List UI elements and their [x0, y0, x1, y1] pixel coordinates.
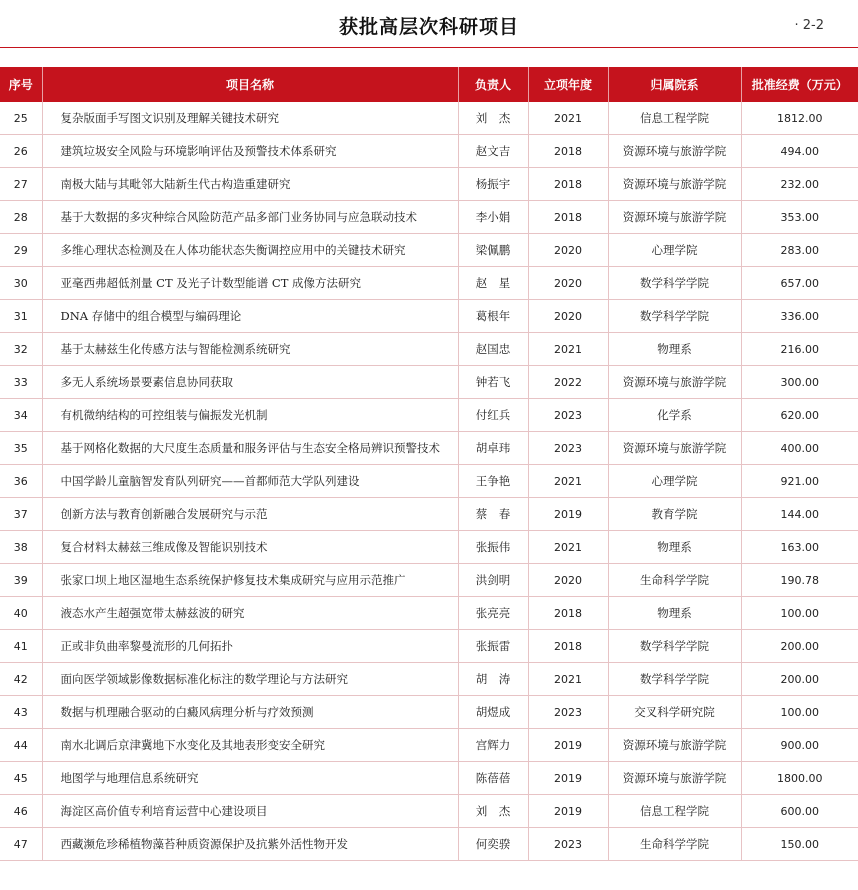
project-fund: 216.00	[741, 333, 858, 366]
project-year: 2020	[528, 234, 608, 267]
project-year: 2018	[528, 630, 608, 663]
project-name: 多维心理状态检测及在人体功能状态失衡调控应用中的关键技术研究	[42, 234, 458, 267]
project-year: 2023	[528, 828, 608, 861]
project-fund: 100.00	[741, 597, 858, 630]
project-dept: 数学科学学院	[608, 300, 741, 333]
project-name: 建筑垃圾安全风险与环境影响评估及预警技术体系研究	[42, 135, 458, 168]
table-row	[0, 432, 858, 465]
table-row	[0, 333, 858, 366]
project-fund: 620.00	[741, 399, 858, 432]
table-row	[0, 168, 858, 201]
project-leader: 梁佩鹏	[458, 234, 528, 267]
project-name: 多无人系统场景要素信息协同获取	[42, 366, 458, 399]
project-year: 2023	[528, 399, 608, 432]
project-fund: 1812.00	[741, 102, 858, 135]
project-name: 正或非负曲率黎曼流形的几何拓扑	[42, 630, 458, 663]
project-year: 2019	[528, 762, 608, 795]
project-fund: 283.00	[741, 234, 858, 267]
project-name: 基于太赫兹生化传感方法与智能检测系统研究	[42, 333, 458, 366]
header-leader: 负责人	[458, 67, 528, 102]
project-year: 2019	[528, 498, 608, 531]
table-row	[0, 300, 858, 333]
project-leader: 刘 杰	[458, 102, 528, 135]
project-fund: 600.00	[741, 795, 858, 828]
project-dept: 数学科学学院	[608, 663, 741, 696]
title-rule	[0, 47, 858, 48]
project-leader: 钟若飞	[458, 366, 528, 399]
row-number: 30	[0, 267, 42, 300]
project-year: 2023	[528, 696, 608, 729]
project-dept: 数学科学学院	[608, 267, 741, 300]
project-fund: 190.78	[741, 564, 858, 597]
table-row	[0, 597, 858, 630]
row-number: 27	[0, 168, 42, 201]
project-dept: 心理学院	[608, 465, 741, 498]
page-title: 获批高层次科研项目	[338, 16, 519, 38]
project-leader: 胡煜成	[458, 696, 528, 729]
project-leader: 李小娟	[458, 201, 528, 234]
project-leader: 胡 涛	[458, 663, 528, 696]
project-dept: 生命科学学院	[608, 828, 741, 861]
project-fund: 494.00	[741, 135, 858, 168]
table-row	[0, 498, 858, 531]
project-fund: 1800.00	[741, 762, 858, 795]
project-year: 2018	[528, 201, 608, 234]
row-number: 25	[0, 102, 42, 135]
project-fund: 150.00	[741, 828, 858, 861]
project-leader: 蔡 春	[458, 498, 528, 531]
project-name: 中国学龄儿童脑智发育队列研究——首都师范大学队列建设	[42, 465, 458, 498]
project-fund: 657.00	[741, 267, 858, 300]
table-row	[0, 729, 858, 762]
project-leader: 陈蓓蓓	[458, 762, 528, 795]
row-number: 41	[0, 630, 42, 663]
project-leader: 刘 杰	[458, 795, 528, 828]
project-dept: 物理系	[608, 333, 741, 366]
table-row	[0, 234, 858, 267]
project-name: 地图学与地理信息系统研究	[42, 762, 458, 795]
row-number: 31	[0, 300, 42, 333]
table-row	[0, 762, 858, 795]
project-leader: 胡卓玮	[458, 432, 528, 465]
project-dept: 资源环境与旅游学院	[608, 366, 741, 399]
project-dept: 资源环境与旅游学院	[608, 135, 741, 168]
project-dept: 物理系	[608, 597, 741, 630]
table-row	[0, 201, 858, 234]
row-number: 42	[0, 663, 42, 696]
header-name: 项目名称	[42, 67, 458, 102]
table-row	[0, 564, 858, 597]
project-leader: 洪剑明	[458, 564, 528, 597]
row-number: 43	[0, 696, 42, 729]
row-number: 33	[0, 366, 42, 399]
project-fund: 163.00	[741, 531, 858, 564]
project-year: 2021	[528, 102, 608, 135]
projects-table	[0, 67, 858, 861]
project-leader: 付红兵	[458, 399, 528, 432]
project-name: DNA 存储中的组合模型与编码理论	[42, 300, 458, 333]
project-name: 复合材料太赫兹三维成像及智能识别技术	[42, 531, 458, 564]
row-number: 36	[0, 465, 42, 498]
project-year: 2021	[528, 531, 608, 564]
row-number: 37	[0, 498, 42, 531]
project-leader: 葛根年	[458, 300, 528, 333]
project-name: 西藏濒危珍稀植物藻苔种质资源保护及抗紫外活性物开发	[42, 828, 458, 861]
row-number: 28	[0, 201, 42, 234]
row-number: 40	[0, 597, 42, 630]
table-row	[0, 267, 858, 300]
row-number: 34	[0, 399, 42, 432]
table-row	[0, 630, 858, 663]
project-fund: 353.00	[741, 201, 858, 234]
project-dept: 心理学院	[608, 234, 741, 267]
project-leader: 赵国忠	[458, 333, 528, 366]
project-fund: 400.00	[741, 432, 858, 465]
project-year: 2018	[528, 168, 608, 201]
project-name: 创新方法与教育创新融合发展研究与示范	[42, 498, 458, 531]
row-number: 46	[0, 795, 42, 828]
table-row	[0, 828, 858, 861]
table-row	[0, 135, 858, 168]
project-dept: 教育学院	[608, 498, 741, 531]
project-year: 2020	[528, 564, 608, 597]
row-number: 26	[0, 135, 42, 168]
table-row	[0, 696, 858, 729]
table-row	[0, 399, 858, 432]
project-name: 基于大数据的多灾种综合风险防范产品多部门业务协同与应急联动技术	[42, 201, 458, 234]
project-dept: 资源环境与旅游学院	[608, 201, 741, 234]
project-dept: 信息工程学院	[608, 795, 741, 828]
project-leader: 王争艳	[458, 465, 528, 498]
project-dept: 资源环境与旅游学院	[608, 168, 741, 201]
project-dept: 资源环境与旅游学院	[608, 762, 741, 795]
project-leader: 何奕骙	[458, 828, 528, 861]
project-year: 2023	[528, 432, 608, 465]
project-name: 面向医学领域影像数据标准化标注的数学理论与方法研究	[42, 663, 458, 696]
row-number: 38	[0, 531, 42, 564]
row-number: 39	[0, 564, 42, 597]
project-dept: 化学系	[608, 399, 741, 432]
project-fund: 232.00	[741, 168, 858, 201]
project-name: 张家口坝上地区湿地生态系统保护修复技术集成研究与应用示范推广	[42, 564, 458, 597]
project-name: 亚毫西弗超低剂量 CT 及光子计数型能谱 CT 成像方法研究	[42, 267, 458, 300]
project-name: 基于网格化数据的大尺度生态质量和服务评估与生态安全格局辨识预警技术	[42, 432, 458, 465]
header-dept: 归属院系	[608, 67, 741, 102]
project-year: 2021	[528, 465, 608, 498]
project-fund: 100.00	[741, 696, 858, 729]
row-number: 45	[0, 762, 42, 795]
table-row	[0, 663, 858, 696]
project-leader: 张振雷	[458, 630, 528, 663]
header-fund: 批准经费（万元）	[741, 67, 858, 102]
header-year: 立项年度	[528, 67, 608, 102]
project-fund: 144.00	[741, 498, 858, 531]
row-number: 32	[0, 333, 42, 366]
project-dept: 资源环境与旅游学院	[608, 432, 741, 465]
project-dept: 生命科学学院	[608, 564, 741, 597]
project-fund: 300.00	[741, 366, 858, 399]
table-row	[0, 465, 858, 498]
project-leader: 张振伟	[458, 531, 528, 564]
table-row	[0, 795, 858, 828]
project-year: 2022	[528, 366, 608, 399]
project-leader: 赵 星	[458, 267, 528, 300]
project-leader: 宫辉力	[458, 729, 528, 762]
project-year: 2019	[528, 729, 608, 762]
project-name: 液态水产生超强宽带太赫兹波的研究	[42, 597, 458, 630]
row-number: 29	[0, 234, 42, 267]
project-dept: 信息工程学院	[608, 102, 741, 135]
project-year: 2018	[528, 597, 608, 630]
project-name: 复杂版面手写图文识别及理解关键技术研究	[42, 102, 458, 135]
table-row	[0, 102, 858, 135]
project-year: 2020	[528, 267, 608, 300]
table-header-row	[0, 67, 858, 102]
project-dept: 资源环境与旅游学院	[608, 729, 741, 762]
project-fund: 921.00	[741, 465, 858, 498]
project-year: 2020	[528, 300, 608, 333]
project-year: 2021	[528, 663, 608, 696]
row-number: 35	[0, 432, 42, 465]
project-leader: 杨振宇	[458, 168, 528, 201]
project-name: 海淀区高价值专利培育运营中心建设项目	[42, 795, 458, 828]
project-name: 有机微纳结构的可控组装与偏振发光机制	[42, 399, 458, 432]
project-year: 2019	[528, 795, 608, 828]
project-year: 2021	[528, 333, 608, 366]
project-dept: 物理系	[608, 531, 741, 564]
row-number: 44	[0, 729, 42, 762]
project-dept: 交叉科学研究院	[608, 696, 741, 729]
project-dept: 数学科学学院	[608, 630, 741, 663]
project-leader: 张亮亮	[458, 597, 528, 630]
header-no: 序号	[0, 67, 42, 102]
page-number: · 2-2	[794, 18, 824, 33]
project-fund: 200.00	[741, 663, 858, 696]
project-name: 数据与机理融合驱动的白癜风病理分析与疗效预测	[42, 696, 458, 729]
project-name: 南水北调后京津冀地下水变化及其地表形变安全研究	[42, 729, 458, 762]
project-name: 南极大陆与其毗邻大陆新生代古构造重建研究	[42, 168, 458, 201]
table-row	[0, 531, 858, 564]
project-fund: 336.00	[741, 300, 858, 333]
project-year: 2018	[528, 135, 608, 168]
row-number: 47	[0, 828, 42, 861]
project-fund: 900.00	[741, 729, 858, 762]
project-leader: 赵文吉	[458, 135, 528, 168]
table-row	[0, 366, 858, 399]
project-fund: 200.00	[741, 630, 858, 663]
